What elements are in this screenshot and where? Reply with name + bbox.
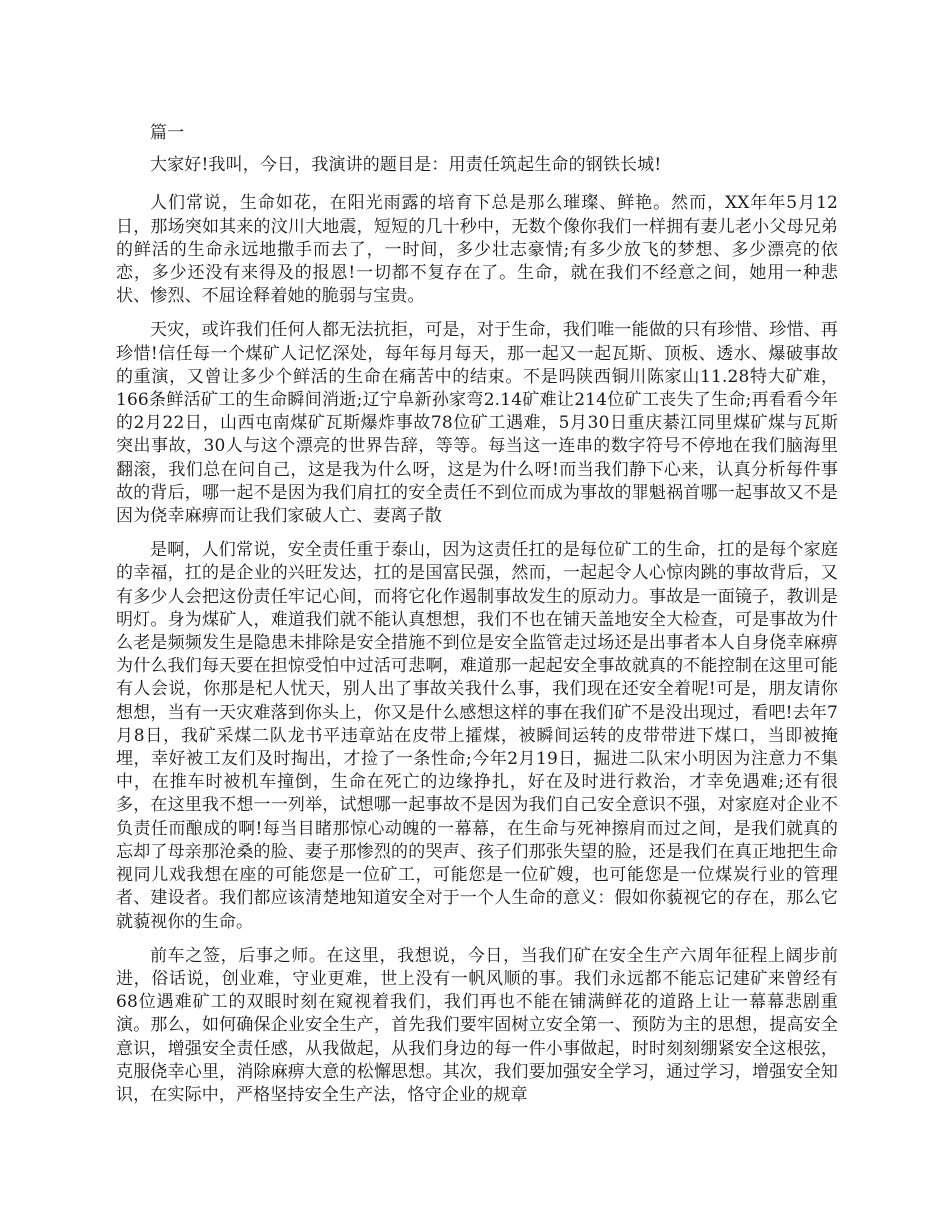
paragraph-lessons: 前车之签，后事之师。在这里，我想说，今日，当我们矿在安全生产六周年征程上阔步前进，俗话说，创业难，守业更难，世上没有一帆风顺的事。我们永远都不能忘记建矿来曾经有68位遇难矿工的双眼时刻在窥视着我们，我们再也不能在铺满鲜花的道路上让一幕幕悲剧重演。那么，如何确保企业安全生产，首先我们要牢固树立安全第一、预防为主的思想，提高安全意识，增强安全责任感，从我做起，从我们身边的每一件小事做起，时时刻刻绷紧安全这根弦，克服侥幸心里，消除麻痹大意的松懈思想。其次，我们要加强安全学习，通过学习，增强安全知识，在实际中，严格坚持安全生产法，恪守企业的规章	[116, 945, 838, 1105]
paragraph-mine-disasters: 天灾，或许我们任何人都无法抗拒，可是，对于生命，我们唯一能做的只有珍惜、珍惜、再珍惜!信任每一个煤矿人记忆深处，每年每月每天，那一起又一起瓦斯、顶板、透水、爆破事故的重演，又曾让多少个鲜活的生命在痛苦中的结束。不是吗陕西铜川陈家山11.28特大矿难，166条鲜活矿工的生命瞬间消逝;辽宁阜新孙家弯2.14矿难让214位矿工丧失了生命;再看看今年的2月22日，山西屯南煤矿瓦斯爆炸事故78位矿工遇难，5月30日重庆綦江同里煤矿煤与瓦斯突出事故，30人与这个漂亮的世界告辞，等等。每当这一连串的数字符号不停地在我们脑海里翻滚，我们总在问自己，这是我为什么呀，这是为什么呀!而当我们静下心来，认真分析每件事故的背后，哪一起不是因为我们肩扛的安全责任不到位而成为事故的罪魁祸首哪一起事故又不是因为侥幸麻痹而让我们家破人亡、妻离子散	[116, 320, 838, 527]
section-heading: 篇一	[150, 123, 185, 143]
paragraph-safety-responsibility: 是啊，人们常说，安全责任重于泰山，因为这责任扛的是每位矿工的生命，扛的是每个家庭的幸福，扛的是企业的兴旺发达，扛的是国富民强，然而，一起起令人心惊肉跳的事故背后，又有多少人会把这份责任牢记心间，而将它化作遏制事故发生的原动力。事故是一面镜子，教训是明灯。身为煤矿人，难道我们就不能认真想想，我们不也在铺天盖地安全大检查，可是事故为什么老是频频发生是隐患未排除是安全措施不到位是安全监管走过场还是出事者本人自身侥幸麻痹为什么我们每天要在担惊受怕中过活可悲啊，难道那一起起安全事故就真的不能控制在这里可能有人会说，你那是杞人忧天，别人出了事故关我什么事，我们现在还安全着呢!可是，朋友请你想想，当有一天灾难落到你头上，你又是什么感想这样的事在我们矿不是没出现过，看吧!去年7月8日，我矿采煤二队龙书平违章站在皮带上攉煤，被瞬间运转的皮带带进下煤口，当即被掩埋，幸好被工友们及时掏出，才捡了一条性命;今年2月19日，掘进二队宋小明因为注意力不集中，在推车时被机车撞倒，生命在死亡的边缘挣扎，好在及时进行救治，才幸免遇难;还有很多，在这里我不想一一列举，试想哪一起事故不是因为我们自己安全意识不强，对家庭对企业不负责任而酿成的啊!每当目睹那惊心动魄的一幕幕，在生命与死神擦肩而过之间，是我们就真的忘却了母亲那沧桑的脸、妻子那惨烈的的哭声、孩子们那张失望的脸，还是我们在真正地把生命视同儿戏我想在座的可能您是一位矿工，可能您是一位矿嫂，也可能您是一位煤炭行业的管理者、建设者。我们都应该清楚地知道安全对于一个人生命的意义：假如你藐视它的存在，那么它就藐视你的生命。	[116, 540, 838, 932]
paragraph-earthquake: 人们常说，生命如花，在阳光雨露的培育下总是那么璀璨、鲜艳。然而，XX年年5月12日，那场突如其来的汶川大地震，短短的几十秒中，无数个像你我们一样拥有妻儿老小父母兄弟的鲜活的生命永远地撒手而去了，一时间，多少壮志豪情;有多少放飞的梦想、多少漂亮的依恋，多少还没有来得及的报恩!一切都不复存在了。生命，就在我们不经意之间，她用一种悲状、惨烈、不屈诠释着她的脆弱与宝贵。	[116, 193, 838, 307]
document-body	[116, 122, 838, 1118]
paragraph-greeting: 大家好!我叫，今日，我演讲的题目是：用责任筑起生命的钢铁长城!	[150, 155, 662, 176]
